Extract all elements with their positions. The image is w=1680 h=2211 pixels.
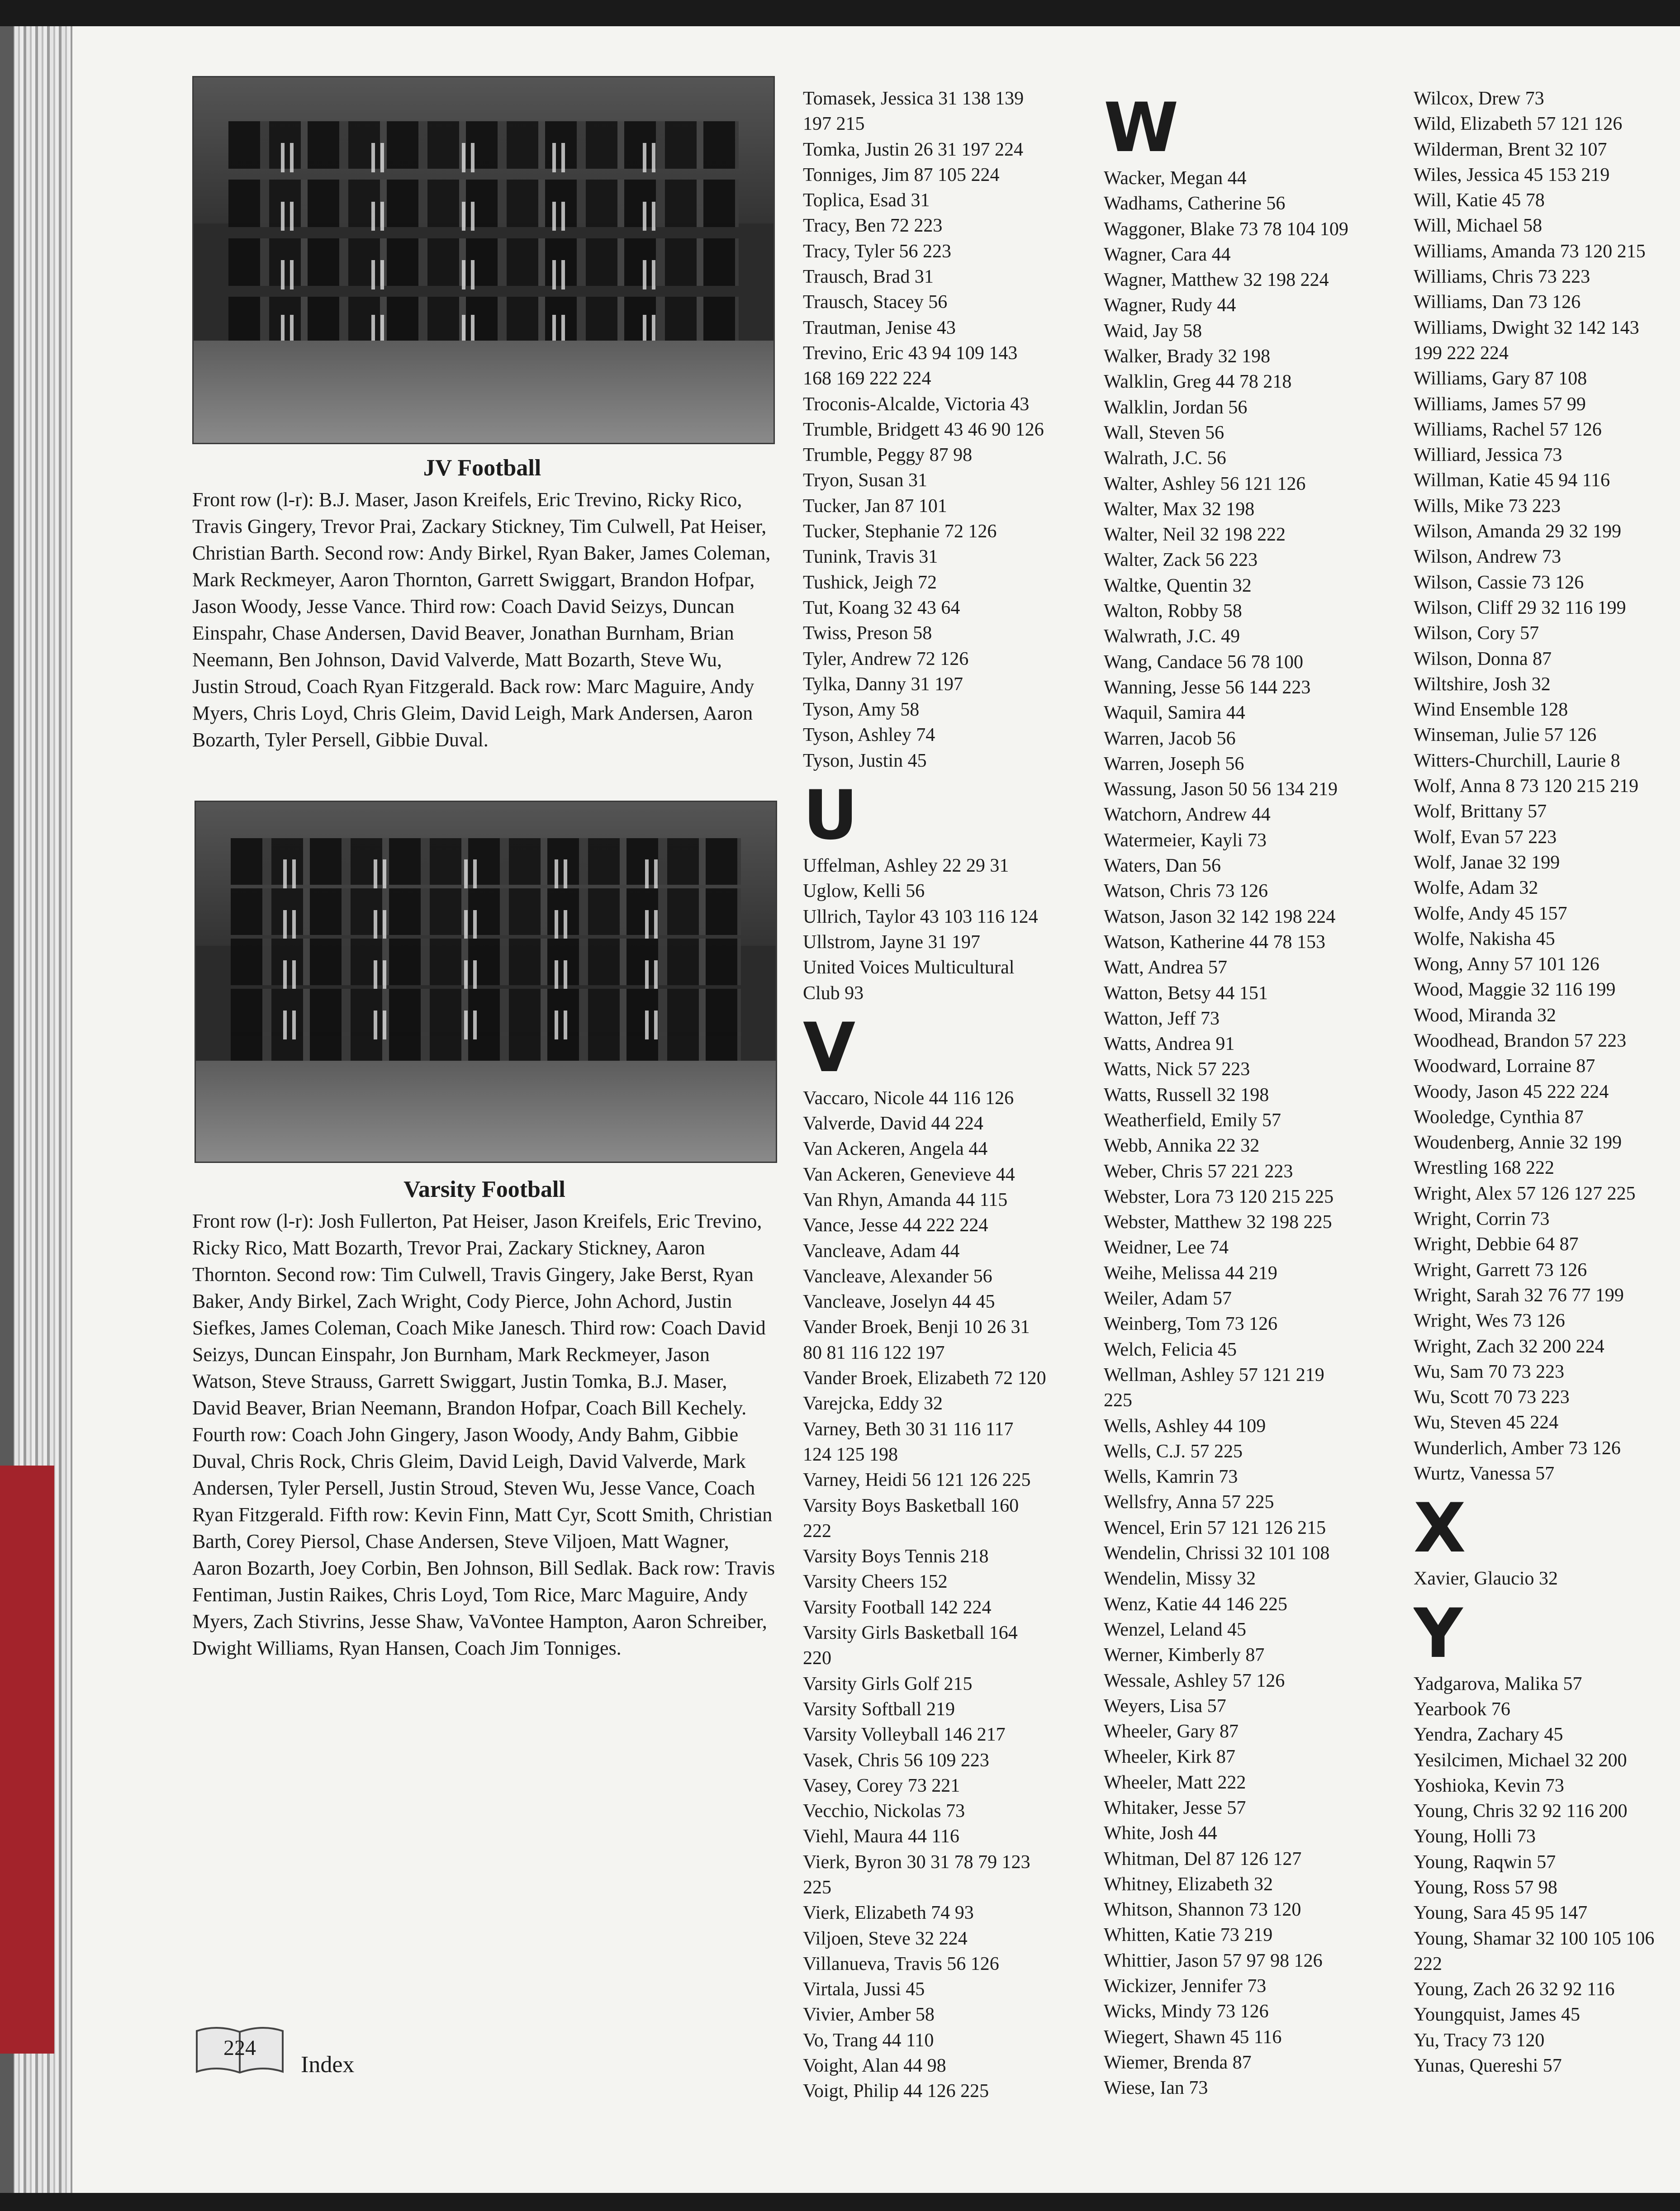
index-entry: Wilson, Andrew 73 <box>1414 546 1561 568</box>
index-entry: Wolf, Janae 32 199 <box>1414 852 1560 873</box>
index-section-letter: Y <box>1414 1594 1463 1673</box>
index-entry: Wilson, Cory 57 <box>1414 623 1539 644</box>
index-entry: Tomasek, Jessica 31 138 139 <box>803 88 1024 109</box>
index-entry: Wong, Anny 57 101 126 <box>1414 954 1599 975</box>
index-entry: Watt, Andrea 57 <box>1104 957 1228 978</box>
index-entry: Varsity Cheers 152 <box>803 1571 948 1593</box>
index-entry: 197 215 <box>803 114 865 135</box>
index-entry: Van Rhyn, Amanda 44 115 <box>803 1189 1008 1210</box>
index-entry: Walton, Robby 58 <box>1104 601 1242 622</box>
index-entry: Wilson, Amanda 29 32 199 <box>1414 521 1622 542</box>
index-entry: Wolf, Anna 8 73 120 215 219 <box>1414 776 1639 797</box>
index-entry: Wolfe, Andy 45 157 <box>1414 903 1567 924</box>
index-entry: Whitaker, Jesse 57 <box>1104 1798 1246 1818</box>
index-entry: Weidner, Lee 74 <box>1104 1237 1229 1258</box>
index-entry: Will, Michael 58 <box>1414 215 1542 237</box>
index-entry: Yendra, Zachary 45 <box>1414 1724 1563 1746</box>
index-entry: Wenzel, Leland 45 <box>1104 1619 1246 1640</box>
index-entry: Wurtz, Vanessa 57 <box>1414 1463 1555 1485</box>
index-entry: Watts, Andrea 91 <box>1104 1034 1235 1055</box>
index-entry: Young, Chris 32 92 116 200 <box>1414 1801 1628 1822</box>
index-entry: Wencel, Erin 57 121 126 215 <box>1104 1517 1326 1538</box>
index-entry: Trumble, Peggy 87 98 <box>803 445 973 466</box>
index-entry: Waid, Jay 58 <box>1104 320 1202 342</box>
index-entry: Wiese, Ian 73 <box>1104 2078 1208 2099</box>
index-entry: Wells, C.J. 57 225 <box>1104 1441 1243 1462</box>
index-entry: Varney, Beth 30 31 116 117 <box>803 1419 1014 1440</box>
index-entry: Wagner, Rudy 44 <box>1104 295 1236 316</box>
index-entry: Walter, Ashley 56 121 126 <box>1104 473 1306 494</box>
index-entry: Trevino, Eric 43 94 109 143 <box>803 342 1018 364</box>
index-entry: Vivier, Amber 58 <box>803 2004 935 2026</box>
index-entry: Trausch, Stacey 56 <box>803 292 948 313</box>
index-entry: Warren, Joseph 56 <box>1104 753 1244 774</box>
index-entry: Uglow, Kelli 56 <box>803 881 925 902</box>
jv-football-team-photo <box>192 76 775 444</box>
index-entry: Woody, Jason 45 222 224 <box>1414 1081 1609 1102</box>
index-entry: Woodward, Lorraine 87 <box>1414 1056 1595 1077</box>
index-entry: Waltke, Quentin 32 <box>1104 575 1252 596</box>
index-entry: Weiler, Adam 57 <box>1104 1288 1232 1310</box>
index-entry: Welch, Felicia 45 <box>1104 1339 1237 1360</box>
index-entry: Voigt, Philip 44 126 225 <box>803 2081 989 2102</box>
index-entry: Wolfe, Nakisha 45 <box>1414 928 1555 949</box>
index-entry: Wolfe, Adam 32 <box>1414 878 1538 899</box>
index-entry: Varsity Girls Basketball 164 <box>803 1623 1018 1644</box>
index-entry: Wang, Candace 56 78 100 <box>1104 651 1303 673</box>
varsity-football-title: Varsity Football <box>403 1177 565 1202</box>
index-entry: Williams, Dan 73 126 <box>1414 292 1581 313</box>
index-entry: Wu, Steven 45 224 <box>1414 1412 1559 1433</box>
index-entry: Williams, Amanda 73 120 215 <box>1414 241 1646 262</box>
index-entry: Wood, Maggie 32 116 199 <box>1414 979 1616 1001</box>
index-entry: Witters-Churchill, Laurie 8 <box>1414 750 1620 771</box>
index-entry: Walker, Brady 32 198 <box>1104 346 1271 367</box>
index-entry: Wanning, Jesse 56 144 223 <box>1104 677 1311 698</box>
index-entry: Ullrich, Taylor 43 103 116 124 <box>803 906 1038 927</box>
index-entry: Wiegert, Shawn 45 116 <box>1104 2026 1282 2048</box>
index-entry: Werner, Kimberly 87 <box>1104 1645 1265 1666</box>
index-entry: Walklin, Greg 44 78 218 <box>1104 371 1292 393</box>
index-entry: Wilderman, Brent 32 107 <box>1414 139 1607 160</box>
varsity-football-caption: Front row (l-r): Josh Fullerton, Pat Heiser, Jason Kreifels, Eric Trevino, Ricky Rico, Matt Bozarth, Trevor Prai, Zackary Stickney, Aaron Thornton. Second row: Tim Culwell, Travis Gingery, Jake Berst, Ryan Baker, Andy Birkel, Zach Wright, Cody Pierce, John Achord, Justin Siefkes, James Coleman, Coach Mike Janesch. Third row: Coach David Seizys, Duncan Einspahr, Jon Burnham, Mark Reckmeyer, Jason Watson, Steve Strauss, Garrett Swiggart, Justin Tomka, B.J. Maser, David Beaver, Brian Neemann, Brandon Hofpar, Coach Bill Kechely. Fourth row: Coach John Gingery, Jason Woody, Andy Bahm, Gibbie Duval, Chris Rock, Chris Gleim, David Leigh, David Valverde, Mark Andersen, Tyler Persell, Justin Stroud, Steven Wu, Jesse Vance, Coach Ryan Fitzgerald. Fifth row: Kevin Finn, Matt Cyr, Scott Smith, Christian Barth, Corey Piersol, Chase Andersen, Steve Viljoen, Matt Wagner, Aaron Bozarth, Joey Corbin, Ben Johnson, Bill Sedlak. Back row: Travis Fentiman, Justin Raikes, Chris Loyd, Tom Rice, Marc Maguire, Andy Myers, Zach Stivrins, Jesse Shaw, VaVontee Hampton, Aaron Schreiber, Dwight Williams, Ryan Hansen, Coach Jim Tonniges. <box>192 1210 775 1659</box>
index-entry: Wilson, Cassie 73 126 <box>1414 572 1584 593</box>
index-entry: Waggoner, Blake 73 78 104 109 <box>1104 218 1348 240</box>
index-entry: Walklin, Jordan 56 <box>1104 397 1248 418</box>
index-entry: Varsity Girls Golf 215 <box>803 1673 973 1694</box>
index-entry: Wenz, Katie 44 146 225 <box>1104 1594 1288 1615</box>
index-entry: Wild, Elizabeth 57 121 126 <box>1414 114 1623 135</box>
jv-football-caption: Front row (l-r): B.J. Maser, Jason Kreifels, Eric Trevino, Ricky Rico, Travis Gingery, Trevor Prai, Zackary Stickney, Tim Culwell, Pat Heiser, Christian Barth. Second row: Andy Birkel, Ryan Baker, James Coleman, Mark Reckmeyer, Aaron Thornton, Garrett Swiggart, Brandon Hofpar, Jason Woody, Jesse Vance. Third row: Coach David Seizys, Duncan Einspahr, Chase Andersen, David Beaver, Jonathan Burnham, Brian Neemann, Ben Johnson, David Valverde, Matt Bozarth, Steve Wu, Justin Stroud, Coach Ryan Fitzgerald. Back row: Marc Maguire, Andy Myers, Chris Loyd, Chris Gleim, David Leigh, Mark Andersen, Aaron Bozarth, Tyler Persell, Gibbie Duval. <box>192 489 771 751</box>
index-entry: Wells, Kamrin 73 <box>1104 1466 1238 1488</box>
jv-football-title: JV Football <box>423 455 541 481</box>
index-entry: Van Ackeren, Genevieve 44 <box>803 1164 1015 1185</box>
index-entry: Wheeler, Kirk 87 <box>1104 1746 1236 1768</box>
index-entry: Ullstrom, Jayne 31 197 <box>803 931 980 953</box>
index-column-1 <box>803 86 1046 2104</box>
index-entry: Tyson, Ashley 74 <box>803 725 935 746</box>
index-entry: Wu, Scott 70 73 223 <box>1414 1387 1570 1408</box>
index-entry: Walter, Zack 56 223 <box>1104 550 1258 571</box>
index-entry: Wunderlich, Amber 73 126 <box>1414 1438 1621 1459</box>
index-entry: Williard, Jessica 73 <box>1414 445 1562 466</box>
index-entry: Vierk, Byron 30 31 78 79 123 <box>803 1851 1030 1873</box>
index-entry: Tracy, Tyler 56 223 <box>803 241 951 262</box>
index-entry: Troconis-Alcalde, Victoria 43 <box>803 394 1030 415</box>
index-entry: Weinberg, Tom 73 126 <box>1104 1314 1278 1335</box>
index-entry: Club 93 <box>803 982 864 1004</box>
index-entry: Young, Holli 73 <box>1414 1826 1536 1847</box>
index-entry: Williams, Rachel 57 126 <box>1414 419 1602 440</box>
index-entry: Watermeier, Kayli 73 <box>1104 830 1267 851</box>
index-entry: Wickizer, Jennifer 73 <box>1104 1976 1267 1997</box>
index-entry: Watts, Nick 57 223 <box>1104 1059 1250 1080</box>
index-entry: Walter, Max 32 198 <box>1104 498 1255 520</box>
index-entry: Weatherfield, Emily 57 <box>1104 1110 1281 1131</box>
index-entry: Uffelman, Ashley 22 29 31 <box>803 855 1009 877</box>
index-entry: Woodhead, Brandon 57 223 <box>1414 1030 1627 1051</box>
index-entry: Tylka, Danny 31 197 <box>803 674 963 695</box>
index-entry: Tyler, Andrew 72 126 <box>803 648 969 669</box>
book-spine-red-cover <box>0 1466 54 2054</box>
index-entry: Webster, Lora 73 120 215 225 <box>1104 1186 1334 1207</box>
index-entry: Voight, Alan 44 98 <box>803 2055 946 2077</box>
index-entry: Tyson, Justin 45 <box>803 750 927 771</box>
index-entry: Williams, Gary 87 108 <box>1414 368 1587 389</box>
page-number: 224 <box>223 2036 256 2060</box>
index-entry: Viehl, Maura 44 116 <box>803 1826 959 1847</box>
index-entry: Wellsfry, Anna 57 225 <box>1104 1492 1274 1513</box>
index-entry: Tryon, Susan 31 <box>803 470 928 491</box>
index-entry: Wright, Garrett 73 126 <box>1414 1259 1587 1281</box>
index-entry: Varney, Heidi 56 121 126 225 <box>803 1470 1031 1491</box>
index-entry: United Voices Multicultural <box>803 957 1015 978</box>
index-entry: Williams, James 57 99 <box>1414 394 1586 415</box>
index-entry: Yearbook 76 <box>1414 1699 1510 1720</box>
index-entry: Vasek, Chris 56 109 223 <box>803 1750 989 1771</box>
index-entry: Wadhams, Catherine 56 <box>1104 193 1286 214</box>
index-entry: Wright, Alex 57 126 127 225 <box>1414 1183 1636 1204</box>
index-entry: Winseman, Julie 57 126 <box>1414 725 1597 746</box>
index-entry: Wolf, Evan 57 223 <box>1414 826 1557 848</box>
index-entry: Viljoen, Steve 32 224 <box>803 1928 968 1949</box>
index-entry: Walwrath, J.C. 49 <box>1104 626 1240 647</box>
index-entry: Varsity Softball 219 <box>803 1699 955 1720</box>
index-entry: Waquil, Samira 44 <box>1104 702 1245 724</box>
index-entry: Woudenberg, Annie 32 199 <box>1414 1132 1622 1153</box>
index-entry: Wassung, Jason 50 56 134 219 <box>1104 779 1338 800</box>
index-entry: Vancleave, Joselyn 44 45 <box>803 1291 995 1313</box>
index-entry: Varejcka, Eddy 32 <box>803 1393 943 1414</box>
index-entry: Tucker, Jan 87 101 <box>803 495 947 517</box>
index-entry: Whitman, Del 87 126 127 <box>1104 1848 1302 1869</box>
index-entry: Whitson, Shannon 73 120 <box>1104 1899 1301 1921</box>
index-entry: Weber, Chris 57 221 223 <box>1104 1161 1293 1182</box>
index-section-letter: X <box>1414 1489 1466 1568</box>
index-section-letter: V <box>803 1008 856 1087</box>
index-entry: Wrestling 168 222 <box>1414 1158 1554 1179</box>
index-entry: Vander Broek, Benji 10 26 31 <box>803 1317 1030 1338</box>
index-entry: Wacker, Megan 44 <box>1104 168 1247 189</box>
index-entry: Watson, Jason 32 142 198 224 <box>1104 906 1336 927</box>
index-entry: Vancleave, Alexander 56 <box>803 1266 992 1287</box>
index-section-letter: U <box>803 776 858 855</box>
index-entry: Vander Broek, Elizabeth 72 120 <box>803 1368 1046 1389</box>
index-entry: Trausch, Brad 31 <box>803 266 934 288</box>
varsity-football-team-photo <box>195 801 777 1163</box>
index-entry: Valverde, David 44 224 <box>803 1113 983 1134</box>
index-entry: Webb, Annika 22 32 <box>1104 1135 1260 1157</box>
index-entry: 222 <box>803 1520 831 1542</box>
index-entry: Wicks, Mindy 73 126 <box>1104 2001 1269 2022</box>
index-entry: Varsity Boys Tennis 218 <box>803 1546 989 1567</box>
index-entry: Wright, Debbie 64 87 <box>1414 1234 1579 1255</box>
index-entry: Wagner, Cara 44 <box>1104 244 1231 265</box>
index-entry: Wright, Wes 73 126 <box>1414 1310 1565 1332</box>
index-entry: Watts, Russell 32 198 <box>1104 1084 1269 1106</box>
index-entry: Wooledge, Cynthia 87 <box>1414 1106 1584 1128</box>
index-entry: Whittier, Jason 57 97 98 126 <box>1104 1950 1323 1971</box>
index-entry: Vo, Trang 44 110 <box>803 2030 934 2051</box>
index-entry: Villanueva, Travis 56 126 <box>803 1953 999 1974</box>
index-column-3 <box>1414 86 1680 2078</box>
index-entry: Yadgarova, Malika 57 <box>1414 1673 1582 1694</box>
index-entry: Young, Ross 57 98 <box>1414 1877 1557 1898</box>
index-entry: Vancleave, Adam 44 <box>803 1240 960 1262</box>
index-entry: Weyers, Lisa 57 <box>1104 1695 1226 1717</box>
index-entry: Varsity Football 142 224 <box>803 1597 992 1618</box>
footer-section-label: Index <box>301 2052 355 2078</box>
index-entry: Wheeler, Gary 87 <box>1104 1721 1239 1742</box>
index-entry: 168 169 222 224 <box>803 368 931 389</box>
index-entry: Vaccaro, Nicole 44 116 126 <box>803 1087 1014 1109</box>
index-entry: Young, Zach 26 32 92 116 <box>1414 1979 1615 2000</box>
index-entry: Varsity Boys Basketball 160 <box>803 1495 1019 1516</box>
index-entry: Wolf, Brittany 57 <box>1414 801 1547 822</box>
index-entry: Tunink, Travis 31 <box>803 546 938 568</box>
index-entry: Tucker, Stephanie 72 126 <box>803 521 997 542</box>
index-entry: Youngquist, James 45 <box>1414 2004 1580 2026</box>
index-entry: 124 125 198 <box>803 1444 898 1465</box>
index-entry: Wessale, Ashley 57 126 <box>1104 1670 1285 1691</box>
index-entry: Wagner, Matthew 32 198 224 <box>1104 270 1329 291</box>
index-entry: Wilcox, Drew 73 <box>1414 88 1544 109</box>
index-entry: Watton, Jeff 73 <box>1104 1008 1220 1029</box>
index-entry: Walrath, J.C. 56 <box>1104 448 1226 469</box>
index-entry: Williams, Dwight 32 142 143 <box>1414 317 1639 338</box>
index-entry: Yu, Tracy 73 120 <box>1414 2030 1545 2051</box>
index-entry: Trautman, Jenise 43 <box>803 317 956 338</box>
index-entry: Wright, Sarah 32 76 77 199 <box>1414 1285 1624 1306</box>
index-entry: Wiltshire, Josh 32 <box>1414 674 1551 695</box>
index-entry: Wilson, Cliff 29 32 116 199 <box>1414 597 1626 618</box>
index-entry: Waters, Dan 56 <box>1104 855 1221 877</box>
index-entry: Watton, Betsy 44 151 <box>1104 982 1268 1004</box>
index-entry: 225 <box>1104 1390 1132 1411</box>
index-entry: Wheeler, Matt 222 <box>1104 1772 1246 1793</box>
index-entry: Watchorn, Andrew 44 <box>1104 804 1271 826</box>
index-entry: Wind Ensemble 128 <box>1414 699 1568 721</box>
index-entry: 222 <box>1414 1953 1442 1974</box>
index-entry: 80 81 116 122 197 <box>803 1342 945 1363</box>
index-entry: Tonniges, Jim 87 105 224 <box>803 164 1000 185</box>
index-entry: Tracy, Ben 72 223 <box>803 215 943 237</box>
index-entry: Watson, Katherine 44 78 153 <box>1104 931 1326 953</box>
index-entry: 220 <box>803 1648 831 1669</box>
index-entry: Willman, Katie 45 94 116 <box>1414 470 1610 491</box>
index-entry: Wilson, Donna 87 <box>1414 648 1552 669</box>
index-entry: Young, Sara 45 95 147 <box>1414 1903 1588 1924</box>
index-entry: Walter, Neil 32 198 222 <box>1104 524 1286 546</box>
index-entry: 225 <box>803 1877 831 1898</box>
index-section-letter: W <box>1104 89 1179 167</box>
index-entry: Vecchio, Nickolas 73 <box>803 1801 965 1822</box>
index-entry: Varsity Volleyball 146 217 <box>803 1724 1006 1746</box>
index-entry: Watson, Chris 73 126 <box>1104 881 1268 902</box>
index-entry: Wells, Ashley 44 109 <box>1104 1415 1266 1437</box>
index-entry: Yunas, Quereshi 57 <box>1414 2055 1562 2077</box>
index-entry: Twiss, Preson 58 <box>803 623 932 644</box>
index-entry: Wright, Corrin 73 <box>1414 1209 1550 1230</box>
index-entry: Vance, Jesse 44 222 224 <box>803 1215 988 1236</box>
index-entry: Wright, Zach 32 200 224 <box>1414 1336 1604 1357</box>
index-entry: Webster, Matthew 32 198 225 <box>1104 1212 1332 1233</box>
index-entry: Wu, Sam 70 73 223 <box>1414 1361 1565 1382</box>
index-entry: Toplica, Esad 31 <box>803 190 930 211</box>
index-entry: Virtala, Jussi 45 <box>803 1979 925 2000</box>
index-entry: Vierk, Elizabeth 74 93 <box>803 1903 974 1924</box>
index-entry: 199 222 224 <box>1414 342 1509 364</box>
index-entry: Wiemer, Brenda 87 <box>1104 2052 1252 2073</box>
index-column-2 <box>1104 86 1348 2101</box>
index-entry: Wendelin, Missy 32 <box>1104 1568 1256 1589</box>
index-entry: Will, Katie 45 78 <box>1414 190 1545 211</box>
index-entry: Young, Shamar 32 100 105 106 <box>1414 1928 1655 1949</box>
index-entry: Wiles, Jessica 45 153 219 <box>1414 164 1610 185</box>
index-entry: Young, Raqwin 57 <box>1414 1851 1556 1873</box>
index-entry: Whitney, Elizabeth 32 <box>1104 1874 1273 1895</box>
index-entry: Trumble, Bridgett 43 46 90 126 <box>803 419 1044 440</box>
index-entry: Wills, Mike 73 223 <box>1414 495 1561 517</box>
index-entry: Whitten, Katie 73 219 <box>1104 1925 1273 1946</box>
index-entry: Yesilcimen, Michael 32 200 <box>1414 1750 1627 1771</box>
index-entry: Vasey, Corey 73 221 <box>803 1775 960 1796</box>
index-entry: Van Ackeren, Angela 44 <box>803 1139 988 1160</box>
index-entry: Tyson, Amy 58 <box>803 699 920 721</box>
index-entry: Xavier, Glaucio 32 <box>1414 1568 1558 1589</box>
index-entry: Wendelin, Chrissi 32 101 108 <box>1104 1543 1330 1564</box>
index-entry: Tut, Koang 32 43 64 <box>803 597 960 618</box>
index-entry: Tushick, Jeigh 72 <box>803 572 937 593</box>
index-entry: Wall, Steven 56 <box>1104 422 1224 443</box>
index-entry: Warren, Jacob 56 <box>1104 728 1236 749</box>
index-entry: Yoshioka, Kevin 73 <box>1414 1775 1564 1796</box>
index-entry: Wood, Miranda 32 <box>1414 1005 1557 1026</box>
index-entry: Wellman, Ashley 57 121 219 <box>1104 1364 1324 1385</box>
index-entry: White, Josh 44 <box>1104 1823 1217 1844</box>
index-entry: Tomka, Justin 26 31 197 224 <box>803 139 1024 160</box>
index-entry: Weihe, Melissa 44 219 <box>1104 1262 1277 1284</box>
index-entry: Williams, Chris 73 223 <box>1414 266 1590 288</box>
